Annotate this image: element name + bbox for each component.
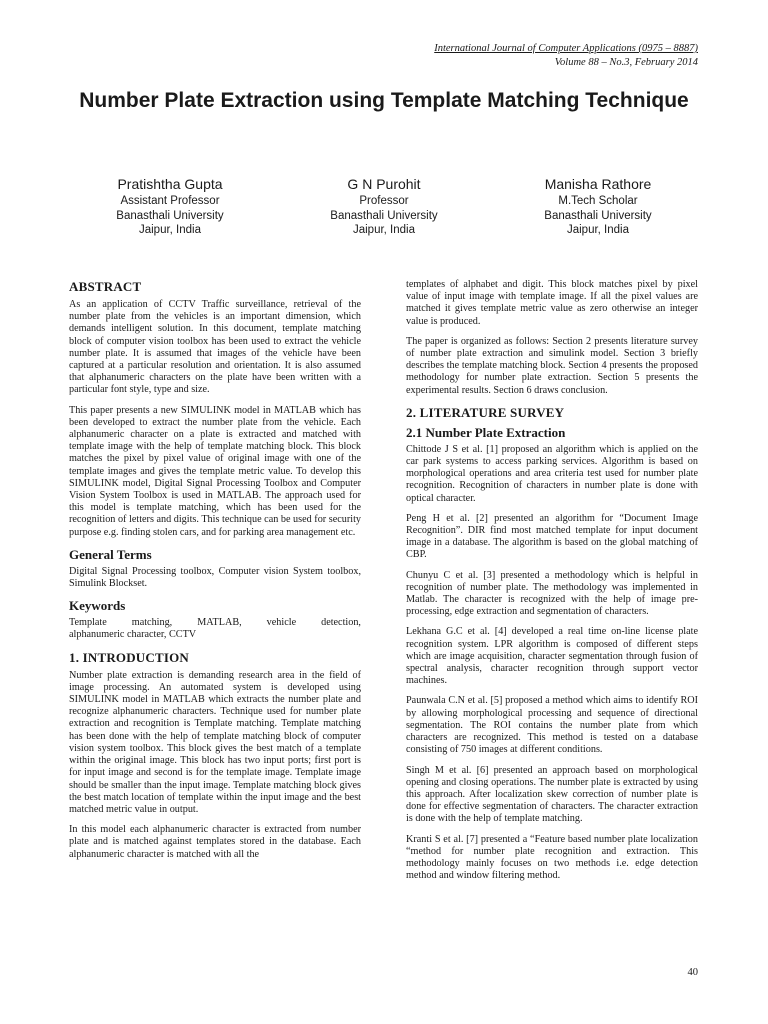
author-affiliation: Banasthali University [116,209,224,222]
author-block [70,175,698,238]
general-terms-heading: General Terms [69,546,152,562]
abstract-paragraph: As an application of CCTV Traffic surveillance, retrieval of the number plate from the vehicles is an important dimension, which demands intelligent solution. In this document, template matching block of computer vision toolbox has been used to extract the vehicle number plate. It is assumed that images of the vehicle have been captured at a particular resolution and orientation. It is also assumed that alphanumeric characters on the plate have been written with a particular font style, type and size. [69,299,361,396]
author-affiliation: Banasthali University [330,209,438,222]
author-2 [284,175,484,238]
keyword: matching, [131,617,173,629]
abstract-paragraph: This paper presents a new SIMULINK model in MATLAB which has been developed to extract the number plate from the vehicle. Each alphanumeric character on a plate is extracted and matched with template image with the help of template matching block. This block matches the pixel by pixel value of original image with one of the template images and gives the template metric value. To develop this SIMULINK model, Digital Signal Processing Toolbox and Computer Vision System Toolbox is used in MATLAB. The approach used for this model is template matching, which has been used for the recognition of letters and digits. This technique can be used for security purpose e.g. finding stolen cars, and for parking area management etc. [69,404,361,538]
keyword: detection, [321,617,361,629]
author-role: Assistant Professor [120,195,220,207]
keywords-heading: Keywords [69,598,126,614]
right-column [406,279,698,890]
keyword: MATLAB, [197,617,242,629]
author-1 [70,175,270,238]
introduction-paragraph: Number plate extraction is demanding research area in the field of image processing. An automated system is developed using SIMULINK model in MATLAB which extracts the number plate and recognize alphanumeric characters. Technique used for number plate extraction and recognition is Template matching. Template matching has been done with the help of template matching block of computer vision system toolbox. This block gives the best match of a template within the original image. This block has two input ports; first port is for input image and second is for the template image. Template image should be smaller than the input image. Template matching block gives the best match location of template within the input image and the best matched metric value in output. [69,669,361,815]
author-role: Professor [359,195,409,207]
journal-name: International Journal of Computer Applications (0975 – 8887) [434,43,698,54]
author-affiliation: Banasthali University [544,209,652,222]
paper-title: Number Plate Extraction using Template Matching Technique [79,89,689,112]
survey-paragraph: Peng H et al. [2] presented an algorithm for “Document Image Recognition”. DIR find most matched template for input document image in a database. The algorithm is based on the global matching of CBP. [406,512,698,561]
introduction-heading: 1. INTRODUCTION [69,649,190,665]
journal-header [278,42,698,70]
keywords-line [69,617,361,629]
author-location: Jaipur, India [566,224,629,236]
paper-organization-paragraph: The paper is organized as follows: Section 2 presents literature survey of number plate extraction and simulink model. Section 3 briefly describes the template matching block. Section 4 presents the proposed methodology for number plate extraction. Section 5 presents the experimental results. Section 6 draws conclusion. [406,335,698,396]
keyword: vehicle [266,617,297,629]
general-terms-text: Digital Signal Processing toolbox, Computer vision System toolbox, Simulink Blockset. [69,565,361,590]
author-name: Manisha Rathore [544,176,652,192]
keywords-line-2: alphanumeric character, CCTV [69,629,197,641]
survey-paragraph: Paunwala C.N et al. [5] proposed a method which aims to identify ROI by allowing morphological processing and sequence of directional segmentation. The ROI contains the number plate from which characters are recognized. This method is tested on a database consisting of 750 images at different conditions. [406,695,698,756]
survey-paragraph: Chittode J S et al. [1] proposed an algorithm which is applied on the car park systems to access parking services. Algorithm is based on morphological operations and area criteria test used for number plate recognition. Recognition of characters in number plate is done with optical character. [406,443,698,504]
author-location: Jaipur, India [352,224,415,236]
author-name: Pratishtha Gupta [117,176,223,192]
abstract-heading: ABSTRACT [69,279,142,294]
number-plate-extraction-heading: 2.1 Number Plate Extraction [406,424,566,440]
survey-paragraph: Kranti S et al. [7] presented a “Feature based number plate localization “method for number plate recognition and extraction. This methodology mainly focuses on two methods i.e. edge detection method and window filtering method. [406,833,698,882]
introduction-paragraph: In this model each alphanumeric character is extracted from number plate and is matched against templates stored in the database. Each alphanumeric character is matched with all the [69,824,361,860]
author-3 [498,175,698,238]
survey-paragraph: Chunyu C et al. [3] presented a methodology which is helpful in recognition of number plate. The methodology was implemented in Matlab. The character is recognized with the help of image pre-processing, edge extraction and segmentation of characters. [406,569,698,618]
journal-volume: Volume 88 – No.3, February 2014 [554,57,698,68]
literature-survey-heading: 2. LITERATURE SURVEY [406,404,565,420]
intro-continued-paragraph: templates of alphabet and digit. This block matches pixel by pixel value of input image with template image. If all the pixel values are matched it gives template metric value as zero otherwise an integer value is produced. [406,279,698,327]
author-name: G N Purohit [347,176,421,192]
page-number: 40 [687,967,698,978]
keyword: Template [69,617,107,629]
left-column [69,279,361,869]
author-role: M.Tech Scholar [558,195,638,207]
author-location: Jaipur, India [138,224,201,236]
survey-paragraph: Singh M et al. [6] presented an approach based on morphological opening and closing operations. The number plate is extracted by using this approach. After localization skew correction of number plate is done for effective segmentation of characters. The character extraction is done with the help of template matching. [406,764,698,825]
survey-paragraph: Lekhana G.C et al. [4] developed a real time on-line license plate recognition system. LPR algorithm is composed of different steps which are image acquisition, character segmentation through fusion of spectral analysis, character recognition through support vector machines. [406,626,698,687]
